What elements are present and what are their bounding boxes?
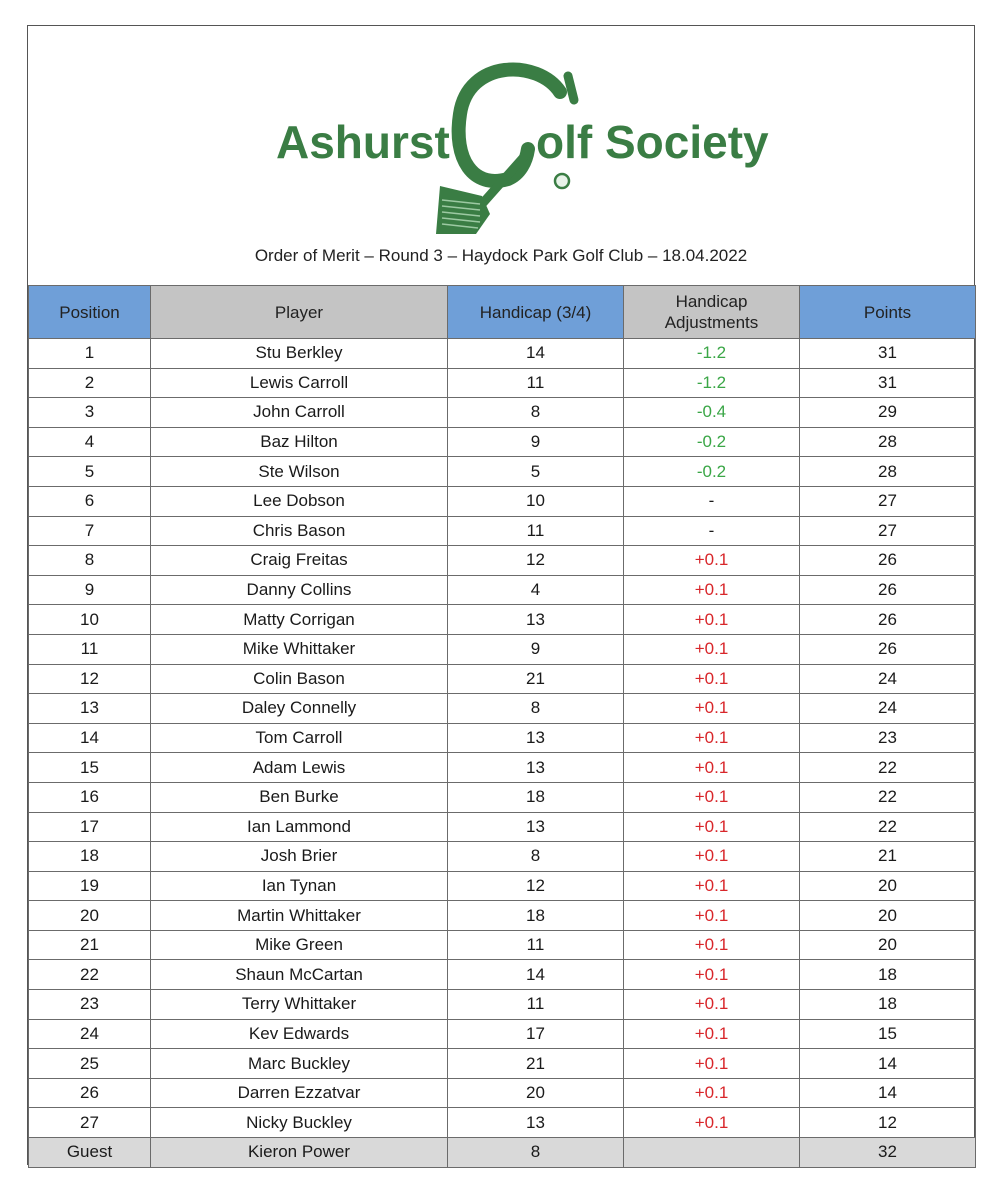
cell-points: 18 <box>800 960 976 990</box>
cell-handicap: 8 <box>448 398 624 428</box>
cell-player: Chris Bason <box>151 516 448 546</box>
cell-player: Ian Lammond <box>151 812 448 842</box>
cell-adjustment: +0.1 <box>624 1049 800 1079</box>
cell-points: 24 <box>800 694 976 724</box>
cell-player: Stu Berkley <box>151 339 448 369</box>
cell-points: 26 <box>800 575 976 605</box>
cell-points: 28 <box>800 427 976 457</box>
table-row <box>29 1108 976 1138</box>
cell-position: 6 <box>29 486 151 516</box>
cell-handicap: 13 <box>448 812 624 842</box>
table-row <box>29 842 976 872</box>
cell-position: 11 <box>29 634 151 664</box>
cell-player: Colin Bason <box>151 664 448 694</box>
table-row <box>29 368 976 398</box>
cell-handicap: 21 <box>448 1049 624 1079</box>
cell-handicap: 13 <box>448 753 624 783</box>
cell-position: 19 <box>29 871 151 901</box>
cell-adjustment: -1.2 <box>624 339 800 369</box>
cell-points: 26 <box>800 605 976 635</box>
table-row <box>29 901 976 931</box>
table-row <box>29 575 976 605</box>
cell-adjustment: +0.1 <box>624 694 800 724</box>
cell-player: Marc Buckley <box>151 1049 448 1079</box>
cell-points: 29 <box>800 398 976 428</box>
col-handicap: Handicap (3/4) <box>448 286 624 339</box>
table-row <box>29 546 976 576</box>
cell-position: 3 <box>29 398 151 428</box>
cell-player: Josh Brier <box>151 842 448 872</box>
cell-handicap: 10 <box>448 486 624 516</box>
cell-adjustment: +0.1 <box>624 990 800 1020</box>
cell-points: 31 <box>800 368 976 398</box>
cell-player: Ste Wilson <box>151 457 448 487</box>
cell-player: Terry Whittaker <box>151 990 448 1020</box>
table-row <box>29 1078 976 1108</box>
cell-adjustment: +0.1 <box>624 1078 800 1108</box>
cell-handicap: 18 <box>448 782 624 812</box>
table-row <box>29 486 976 516</box>
cell-position: 21 <box>29 930 151 960</box>
table-row <box>29 339 976 369</box>
cell-points: 14 <box>800 1049 976 1079</box>
table-row <box>29 694 976 724</box>
cell-adjustment: +0.1 <box>624 605 800 635</box>
cell-adjustment: +0.1 <box>624 634 800 664</box>
cell-points: 27 <box>800 486 976 516</box>
cell-handicap: 12 <box>448 871 624 901</box>
cell-position: 12 <box>29 664 151 694</box>
cell-position: Guest <box>29 1138 151 1168</box>
cell-handicap: 11 <box>448 990 624 1020</box>
cell-handicap: 14 <box>448 339 624 369</box>
cell-player: Kieron Power <box>151 1138 448 1168</box>
cell-player: Tom Carroll <box>151 723 448 753</box>
cell-position: 27 <box>29 1108 151 1138</box>
cell-points: 12 <box>800 1108 976 1138</box>
cell-position: 17 <box>29 812 151 842</box>
cell-points: 15 <box>800 1019 976 1049</box>
table-row <box>29 664 976 694</box>
cell-points: 31 <box>800 339 976 369</box>
cell-points: 26 <box>800 634 976 664</box>
table-row <box>29 398 976 428</box>
cell-adjustment <box>624 1138 800 1168</box>
golf-ball-icon <box>555 174 569 188</box>
table-row <box>29 990 976 1020</box>
cell-player: Craig Freitas <box>151 546 448 576</box>
cell-position: 15 <box>29 753 151 783</box>
cell-handicap: 9 <box>448 427 624 457</box>
cell-adjustment: +0.1 <box>624 723 800 753</box>
header <box>28 26 974 286</box>
standings-table <box>28 285 976 1168</box>
cell-handicap: 20 <box>448 1078 624 1108</box>
cell-adjustment: -0.2 <box>624 457 800 487</box>
cell-adjustment: +0.1 <box>624 930 800 960</box>
cell-adjustment: +0.1 <box>624 960 800 990</box>
table-header-row <box>29 286 976 339</box>
table-row <box>29 457 976 487</box>
cell-adjustment: - <box>624 486 800 516</box>
cell-handicap: 13 <box>448 605 624 635</box>
table-row <box>29 427 976 457</box>
cell-position: 2 <box>29 368 151 398</box>
cell-points: 22 <box>800 753 976 783</box>
cell-player: Adam Lewis <box>151 753 448 783</box>
cell-adjustment: +0.1 <box>624 1019 800 1049</box>
table-row <box>29 1049 976 1079</box>
cell-position: 10 <box>29 605 151 635</box>
cell-position: 18 <box>29 842 151 872</box>
cell-player: Martin Whittaker <box>151 901 448 931</box>
table-row <box>29 605 976 635</box>
cell-player: John Carroll <box>151 398 448 428</box>
cell-points: 24 <box>800 664 976 694</box>
cell-player: Shaun McCartan <box>151 960 448 990</box>
table-row <box>29 1019 976 1049</box>
table-row <box>29 812 976 842</box>
logo-g-tail <box>568 76 574 100</box>
cell-points: 18 <box>800 990 976 1020</box>
table-row <box>29 753 976 783</box>
cell-adjustment: +0.1 <box>624 575 800 605</box>
cell-position: 23 <box>29 990 151 1020</box>
cell-handicap: 8 <box>448 1138 624 1168</box>
cell-player: Danny Collins <box>151 575 448 605</box>
col-handicap-adjustments <box>624 286 800 339</box>
cell-position: 9 <box>29 575 151 605</box>
order-of-merit-sheet <box>27 25 975 1165</box>
cell-position: 26 <box>29 1078 151 1108</box>
golf-society-logo <box>268 54 769 239</box>
cell-adjustment: -0.4 <box>624 398 800 428</box>
cell-player: Lewis Carroll <box>151 368 448 398</box>
cell-handicap: 21 <box>448 664 624 694</box>
cell-points: 20 <box>800 871 976 901</box>
cell-position: 20 <box>29 901 151 931</box>
cell-adjustment: +0.1 <box>624 871 800 901</box>
cell-points: 20 <box>800 901 976 931</box>
col-position: Position <box>29 286 151 339</box>
cell-position: 16 <box>29 782 151 812</box>
cell-points: 27 <box>800 516 976 546</box>
table-row <box>29 960 976 990</box>
table-row <box>29 782 976 812</box>
logo-text-left: Ashurst <box>276 116 450 168</box>
cell-player: Daley Connelly <box>151 694 448 724</box>
cell-position: 14 <box>29 723 151 753</box>
col-points: Points <box>800 286 976 339</box>
cell-handicap: 8 <box>448 842 624 872</box>
col-handicap-adjustments-label: Handicap Adjustments <box>664 292 759 332</box>
cell-points: 14 <box>800 1078 976 1108</box>
cell-player: Mike Green <box>151 930 448 960</box>
cell-player: Lee Dobson <box>151 486 448 516</box>
cell-adjustment: +0.1 <box>624 901 800 931</box>
cell-player: Matty Corrigan <box>151 605 448 635</box>
cell-position: 4 <box>29 427 151 457</box>
cell-adjustment: -1.2 <box>624 368 800 398</box>
subtitle: Order of Merit – Round 3 – Haydock Park Golf Club – 18.04.2022 <box>254 246 748 265</box>
cell-player: Nicky Buckley <box>151 1108 448 1138</box>
cell-adjustment: +0.1 <box>624 782 800 812</box>
table-row <box>29 516 976 546</box>
cell-adjustment: +0.1 <box>624 812 800 842</box>
cell-adjustment: +0.1 <box>624 753 800 783</box>
cell-adjustment: +0.1 <box>624 664 800 694</box>
cell-handicap: 9 <box>448 634 624 664</box>
cell-player: Ben Burke <box>151 782 448 812</box>
logo-text-right: olf Society <box>536 116 769 168</box>
cell-player: Kev Edwards <box>151 1019 448 1049</box>
cell-points: 26 <box>800 546 976 576</box>
cell-handicap: 5 <box>448 457 624 487</box>
cell-handicap: 11 <box>448 516 624 546</box>
cell-player: Ian Tynan <box>151 871 448 901</box>
cell-position: 7 <box>29 516 151 546</box>
cell-handicap: 18 <box>448 901 624 931</box>
cell-handicap: 11 <box>448 368 624 398</box>
table-row <box>29 634 976 664</box>
guest-row <box>29 1138 976 1168</box>
table-body <box>29 339 976 1168</box>
cell-player: Darren Ezzatvar <box>151 1078 448 1108</box>
table-row <box>29 871 976 901</box>
cell-points: 23 <box>800 723 976 753</box>
cell-adjustment: +0.1 <box>624 1108 800 1138</box>
cell-position: 13 <box>29 694 151 724</box>
cell-adjustment: +0.1 <box>624 842 800 872</box>
cell-position: 25 <box>29 1049 151 1079</box>
cell-points: 20 <box>800 930 976 960</box>
cell-handicap: 8 <box>448 694 624 724</box>
cell-position: 8 <box>29 546 151 576</box>
cell-handicap: 17 <box>448 1019 624 1049</box>
cell-handicap: 4 <box>448 575 624 605</box>
cell-handicap: 14 <box>448 960 624 990</box>
cell-position: 22 <box>29 960 151 990</box>
cell-player: Mike Whittaker <box>151 634 448 664</box>
cell-position: 5 <box>29 457 151 487</box>
cell-points: 21 <box>800 842 976 872</box>
cell-player: Baz Hilton <box>151 427 448 457</box>
cell-adjustment: +0.1 <box>624 546 800 576</box>
cell-adjustment: -0.2 <box>624 427 800 457</box>
cell-handicap: 11 <box>448 930 624 960</box>
cell-adjustment: - <box>624 516 800 546</box>
cell-handicap: 13 <box>448 1108 624 1138</box>
cell-position: 1 <box>29 339 151 369</box>
cell-points: 28 <box>800 457 976 487</box>
cell-points: 22 <box>800 812 976 842</box>
cell-position: 24 <box>29 1019 151 1049</box>
table-row <box>29 930 976 960</box>
cell-handicap: 13 <box>448 723 624 753</box>
cell-points: 32 <box>800 1138 976 1168</box>
table-row <box>29 723 976 753</box>
col-player: Player <box>151 286 448 339</box>
cell-handicap: 12 <box>448 546 624 576</box>
cell-points: 22 <box>800 782 976 812</box>
